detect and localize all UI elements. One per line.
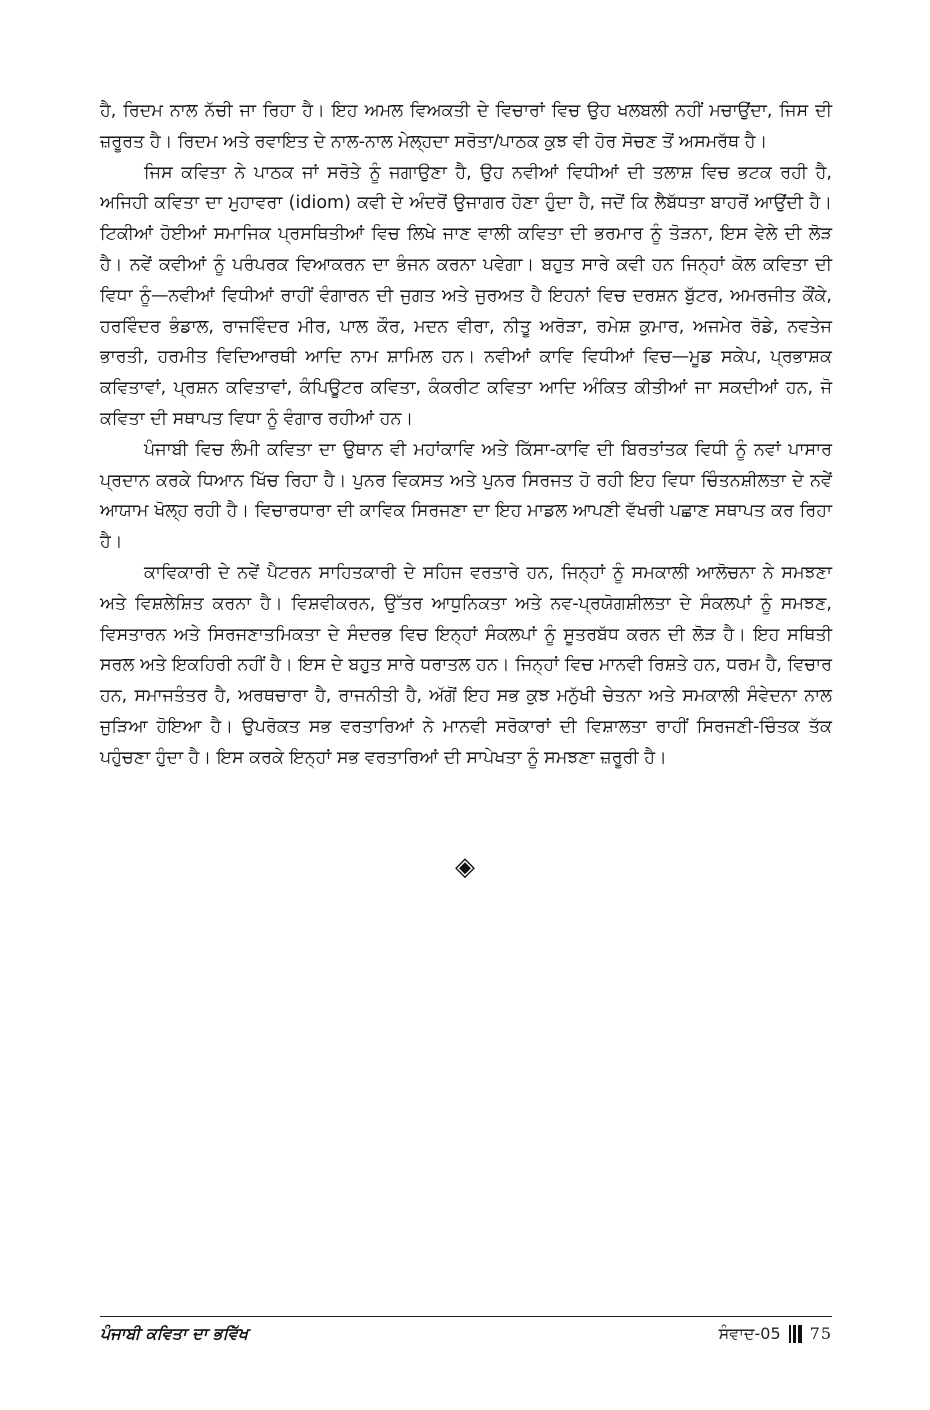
paragraph-2: ਜਿਸ ਕਵਿਤਾ ਨੇ ਪਾਠਕ ਜਾਂ ਸਰੋਤੇ ਨੂੰ ਜਗਾਉਣਾ ਹੈ, ਉਹ ਨਵੀਆਂ ਵਿਧੀਆਂ ਦੀ ਤਲਾਸ਼ ਵਿਚ ਭਟਕ ਰਹੀ ਹੈ, ਅਜਿਹੀ ਕਵਿਤਾ ਦਾ ਮੁਹਾਵਰਾ (idiom) ਕਵੀ ਦੇ ਅੰਦਰੋਂ ਉਜਾਗਰ ਹੋਣਾ ਹੁੰਦਾ ਹੈ, ਜਦੋਂ ਕਿ ਲੈਬੱਧਤਾ ਬਾਹਰੋਂ ਆਉਂਦੀ ਹੈ। ਟਿਕੀਆਂ ਹੋਈਆਂ ਸਮਾਜਿਕ ਪ੍ਰਸਥਿਤੀਆਂ ਵਿਚ ਲਿਖੇ ਜਾਣ ਵਾਲੀ ਕਵਿਤਾ ਦੀ ਭਰਮਾਰ ਨੂੰ ਤੋੜਨਾ, ਇਸ ਵੇਲੇ ਦੀ ਲੋੜ ਹੈ। ਨਵੇਂ ਕਵੀਆਂ ਨੂੰ ਪਰੰਪਰਕ ਵਿਆਕਰਨ ਦਾ ਭੰਜਨ ਕਰਨਾ ਪਵੇਗਾ। ਬਹੁਤ ਸਾਰੇ ਕਵੀ ਹਨ ਜਿਨ੍ਹਾਂ ਕੋਲ ਕਵਿਤਾ ਦੀ ਵਿਧਾ ਨੂੰ—ਨਵੀਆਂ ਵਿਧੀਆਂ ਰਾਹੀਂ ਵੰਗਾਰਨ ਦੀ ਜੁਗਤ ਅਤੇ ਜੁਰਅਤ ਹੈ ਇਹਨਾਂ ਵਿਚ ਦਰਸ਼ਨ ਬੁੱਟਰ, ਅਮਰਜੀਤ ਕੌਂਕੇ, ਹਰਵਿੰਦਰ ਭੰਡਾਲ, ਰਾਜਵਿੰਦਰ ਮੀਰ, ਪਾਲ ਕੌਰ, ਮਦਨ ਵੀਰਾ, ਨੀਤੂ ਅਰੋੜਾ, ਰਮੇਸ਼ ਕੁਮਾਰ, ਅਜਮੇਰ ਰੋਡੇ, ਨਵਤੇਜ ਭਾਰਤੀ, ਹਰਮੀਤ ਵਿਦਿਆਰਥੀ ਆਦਿ ਨਾਮ ਸ਼ਾਮਿਲ ਹਨ। ਨਵੀਆਂ ਕਾਵਿ ਵਿਧੀਆਂ ਵਿਚ—ਮੂਡ ਸਕੇਪ, ਪ੍ਰਭਾਸ਼ਕ ਕਵਿਤਾਵਾਂ, ਪ੍ਰਸ਼ਨ ਕਵਿਤਾਵਾਂ, ਕੰਪਿਊਟਰ ਕਵਿਤਾ, ਕੰਕਰੀਟ ਕਵਿਤਾ ਆਦਿ ਅੰਕਿਤ ਕੀਤੀਆਂ ਜਾ ਸਕਦੀਆਂ ਹਨ, ਜੋ ਕਵਿਤਾ ਦੀ ਸਥਾਪਤ ਵਿਧਾ ਨੂੰ ਵੰਗਾਰ ਰਹੀਆਂ ਹਨ।: [100, 162, 832, 429]
paragraph-4: ਕਾਵਿਕਾਰੀ ਦੇ ਨਵੇਂ ਪੈਟਰਨ ਸਾਹਿਤਕਾਰੀ ਦੇ ਸਹਿਜ ਵਰਤਾਰੇ ਹਨ, ਜਿਨ੍ਹਾਂ ਨੂੰ ਸਮਕਾਲੀ ਆਲੋਚਨਾ ਨੇ ਸਮਝਣਾ ਅਤੇ ਵਿਸ਼ਲੇਸ਼ਿਤ ਕਰਨਾ ਹੈ। ਵਿਸ਼ਵੀਕਰਨ, ਉੱਤਰ ਆਧੁਨਿਕਤਾ ਅਤੇ ਨਵ-ਪ੍ਰਯੋਗਸ਼ੀਲਤਾ ਦੇ ਸੰਕਲਪਾਂ ਨੂੰ ਸਮਝਣ, ਵਿਸਤਾਰਨ ਅਤੇ ਸਿਰਜਣਾਤਮਿਕਤਾ ਦੇ ਸੰਦਰਭ ਵਿਚ ਇਨ੍ਹਾਂ ਸੰਕਲਪਾਂ ਨੂੰ ਸੂਤਰਬੱਧ ਕਰਨ ਦੀ ਲੋੜ ਹੈ। ਇਹ ਸਥਿਤੀ ਸਰਲ ਅਤੇ ਇਕਹਿਰੀ ਨਹੀਂ ਹੈ। ਇਸ ਦੇ ਬਹੁਤ ਸਾਰੇ ਧਰਾਤਲ ਹਨ। ਜਿਨ੍ਹਾਂ ਵਿਚ ਮਾਨਵੀ ਰਿਸ਼ਤੇ ਹਨ, ਧਰਮ ਹੈ, ਵਿਚਾਰ ਹਨ, ਸਮਾਜਤੰਤਰ ਹੈ, ਅਰਥਚਾਰਾ ਹੈ, ਰਾਜਨੀਤੀ ਹੈ, ਅੱਗੋਂ ਇਹ ਸਭ ਕੁਝ ਮਨੁੱਖੀ ਚੇਤਨਾ ਅਤੇ ਸਮਕਾਲੀ ਸੰਵੇਦਨਾ ਨਾਲ ਜੁੜਿਆ ਹੋਇਆ ਹੈ। ਉਪਰੋਕਤ ਸਭ ਵਰਤਾਰਿਆਂ ਨੇ ਮਾਨਵੀ ਸਰੋਕਾਰਾਂ ਦੀ ਵਿਸ਼ਾਲਤਾ ਰਾਹੀਂ ਸਿਰਜਣੀ-ਚਿੰਤਕ ਤੱਕ ਪਹੁੰਚਣਾ ਹੁੰਦਾ ਹੈ। ਇਸ ਕਰਕੇ ਇਨ੍ਹਾਂ ਸਭ ਵਰਤਾਰਿਆਂ ਦੀ ਸਾਪੇਖਤਾ ਨੂੰ ਸਮਝਣਾ ਜ਼ਰੂਰੀ ਹੈ।: [100, 562, 832, 768]
vertical-bars-icon: [789, 1325, 802, 1343]
page-body: [100, 96, 832, 774]
footer-right: [719, 1322, 832, 1346]
paragraph-1: ਹੈ, ਰਿਦਮ ਨਾਲ ਨੱਚੀ ਜਾ ਰਿਹਾ ਹੈ। ਇਹ ਅਮਲ ਵਿਅਕਤੀ ਦੇ ਵਿਚਾਰਾਂ ਵਿਚ ਉਹ ਖਲਬਲੀ ਨਹੀਂ ਮਚਾਉਂਦਾ, ਜਿਸ ਦੀ ਜ਼ਰੂਰਤ ਹੈ। ਰਿਦਮ ਅਤੇ ਰਵਾਇਤ ਦੇ ਨਾਲ-ਨਾਲ ਮੇਲ੍ਹਦਾ ਸਰੋਤਾ/ਪਾਠਕ ਕੁਝ ਵੀ ਹੋਰ ਸੋਚਣ ਤੋਂ ਅਸਮਰੱਥ ਹੈ।: [100, 101, 832, 152]
paragraph-3: ਪੰਜਾਬੀ ਵਿਚ ਲੰਮੀ ਕਵਿਤਾ ਦਾ ਉਥਾਨ ਵੀ ਮਹਾਂਕਾਵਿ ਅਤੇ ਕਿੱਸਾ-ਕਾਵਿ ਦੀ ਬਿਰਤਾਂਤਕ ਵਿਧੀ ਨੂੰ ਨਵਾਂ ਪਾਸਾਰ ਪ੍ਰਦਾਨ ਕਰਕੇ ਧਿਆਨ ਖਿੱਚ ਰਿਹਾ ਹੈ। ਪੁਨਰ ਵਿਕਸਤ ਅਤੇ ਪੁਨਰ ਸਿਰਜਤ ਹੋ ਰਹੀ ਇਹ ਵਿਧਾ ਚਿੰਤਨਸ਼ੀਲਤਾ ਦੇ ਨਵੇਂ ਆਯਾਮ ਖੋਲ੍ਹ ਰਹੀ ਹੈ। ਵਿਚਾਰਧਾਰਾ ਦੀ ਕਾਵਿਕ ਸਿਰਜਣਾ ਦਾ ਇਹ ਮਾਡਲ ਆਪਣੀ ਵੱਖਰੀ ਪਛਾਣ ਸਥਾਪਤ ਕਰ ਰਿਹਾ ਹੈ।: [100, 439, 832, 553]
footer-rule: [100, 1316, 832, 1317]
page-number: 75: [809, 1324, 832, 1343]
issue-label: ਸੰਵਾਦ-05: [718, 1324, 781, 1343]
section-end-ornament: ◈: [455, 852, 475, 882]
running-title: ਪੰਜਾਬੀ ਕਵਿਤਾ ਦਾ ਭਵਿੱਖ: [100, 1324, 249, 1343]
